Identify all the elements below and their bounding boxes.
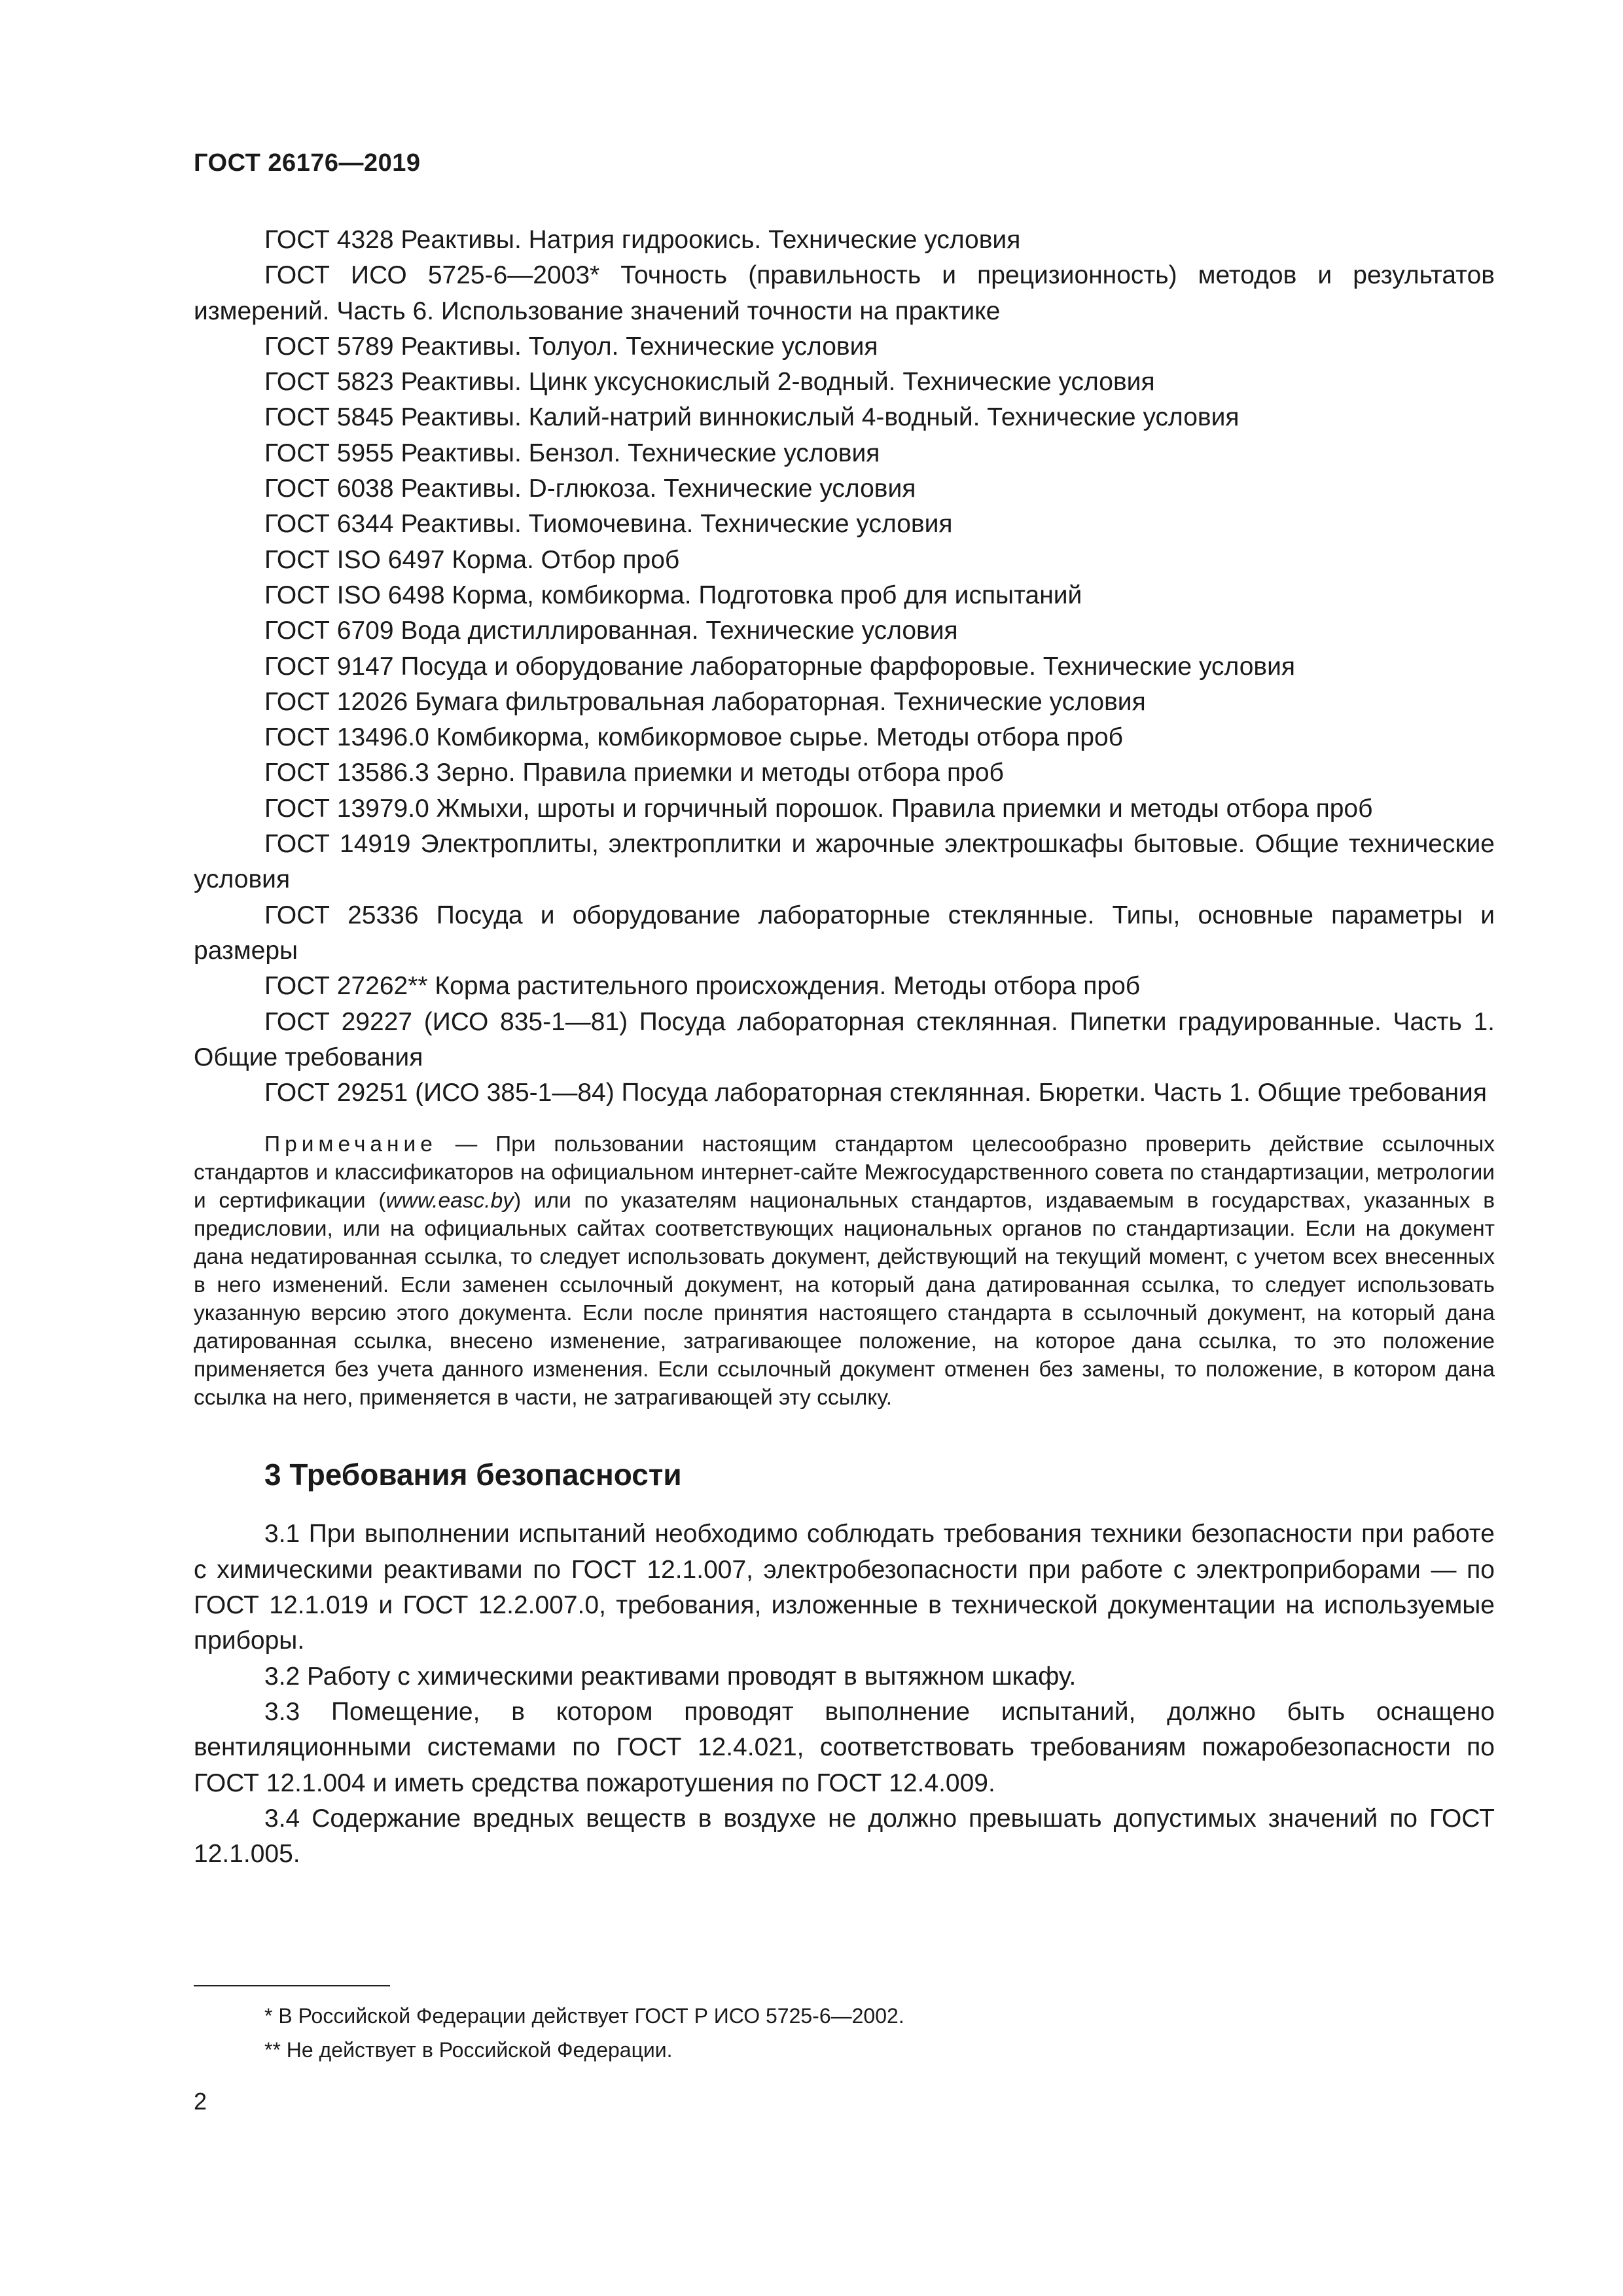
reference-item: ГОСТ 6038 Реактивы. D-глюкоза. Технические условия	[264, 475, 916, 503]
reference-item: ГОСТ 6344 Реактивы. Тиомочевина. Технические условия	[264, 510, 953, 539]
references-note	[194, 1130, 1495, 1412]
footnote-double-asterisk: ** Не действует в Российской Федерации.	[264, 2038, 673, 2062]
reference-item: ГОСТ 25336 Посуда и оборудование лабораторные стеклянные. Типы, основные параметры и размеры	[194, 901, 1495, 965]
reference-item: ГОСТ 5789 Реактивы. Толуол. Технические условия	[264, 332, 878, 361]
reference-item: ГОСТ 27262** Корма растительного происхождения. Методы отбора проб	[264, 972, 1141, 1001]
reference-item: ГОСТ 9147 Посуда и оборудование лабораторные фарфоровые. Технические условия	[264, 652, 1296, 681]
reference-item: ГОСТ ISO 6498 Корма, комбикорма. Подготовка проб для испытаний	[264, 581, 1082, 609]
reference-item: ГОСТ 4328 Реактивы. Натрия гидроокись. Технические условия	[264, 226, 1021, 254]
paragraph-3-2: 3.2 Работу с химическими реактивами проводят в вытяжном шкафу.	[264, 1662, 1077, 1691]
note-text-after-link: ) или по указателям национальных стандартов, издаваемым в государствах, указанных в предисловии, или на официальных сайтах соответствующих национальных органов по стандартизации. Если на документ дана недатированная ссылка, то следует использовать документ, действующий на текущий момент, с учетом всех внесенных в него изменений. Если заменен ссылочный документ, на который дана датированная ссылка, то следует использовать указанную версию этого документа. Если после принятия настоящего стандарта в ссылочный документ, на который дана датированная ссылка, внесено изменение, затрагивающее положение, на которое дана ссылка, то это положение применяется без учета данного изменения. Если ссылочный документ отменен без замены, то положение, в котором дана ссылка на него, применяется в части, не затрагивающей эту ссылку.	[194, 1189, 1495, 1410]
reference-item: ГОСТ 13979.0 Жмыхи, шроты и горчичный порошок. Правила приемки и методы отбора проб	[264, 794, 1373, 823]
reference-item: ГОСТ 29251 (ИСО 385-1—84) Посуда лабораторная стеклянная. Бюретки. Часть 1. Общие требования	[264, 1079, 1487, 1107]
easc-website-link[interactable]: www.easc.by	[385, 1189, 514, 1213]
reference-item: ГОСТ ISO 6497 Корма. Отбор проб	[264, 545, 680, 574]
section-3-title: 3 Требования безопасности	[264, 1458, 682, 1492]
reference-item: ГОСТ 12026 Бумага фильтровальная лабораторная. Технические условия	[264, 687, 1146, 716]
reference-item: ГОСТ 13496.0 Комбикорма, комбикормовое сырье. Методы отбора проб	[264, 723, 1124, 752]
reference-item: ГОСТ 13586.3 Зерно. Правила приемки и методы отбора проб	[264, 759, 1004, 787]
reference-item: ГОСТ 5845 Реактивы. Калий-натрий виннокислый 4-водный. Технические условия	[264, 403, 1240, 432]
paragraph-3-3: 3.3 Помещение, в котором проводят выполнение испытаний, должно быть оснащено вентиляционными системами по ГОСТ 12.4.021, соответствовать требованиям пожаробезопасности по ГОСТ 12.1.004 и иметь средства пожаротушения по ГОСТ 12.4.009.	[194, 1697, 1495, 1797]
reference-item: ГОСТ 5823 Реактивы. Цинк уксуснокислый 2-водный. Технические условия	[264, 368, 1155, 397]
section-3-paragraphs	[194, 1516, 1495, 1872]
paragraph-3-4: 3.4 Содержание вредных веществ в воздухе не должно превышать допустимых значений по ГОСТ 12.1.005.	[194, 1804, 1495, 1869]
footnotes	[194, 1999, 1495, 2067]
page-number: 2	[194, 2088, 207, 2115]
footnote-single-asterisk: * В Российской Федерации действует ГОСТ Р ИСО 5725-6—2002.	[264, 2004, 904, 2028]
reference-item: ГОСТ ИСО 5725-6—2003* Точность (правильность и прецизионность) методов и результатов измерений. Часть 6. Использование значений точности на практике	[194, 261, 1495, 325]
reference-item: ГОСТ 29227 (ИСО 835-1—81) Посуда лабораторная стеклянная. Пипетки градуированные. Часть 1. Общие требования	[194, 1007, 1495, 1071]
note-text-before-link: — При пользовании настоящим стандартом целесообразно проверить действие ссылочных стандартов и классификаторов на официальном интернет-сайте Межгосударственного совета по стандартизации, метрологии и сертификации (	[194, 1132, 1495, 1213]
reference-item: ГОСТ 6709 Вода дистиллированная. Технические условия	[264, 617, 958, 645]
document-header: ГОСТ 26176—2019	[194, 149, 421, 177]
footnote-divider	[194, 1985, 390, 1986]
reference-item: ГОСТ 5955 Реактивы. Бензол. Технические условия	[264, 439, 880, 467]
paragraph-3-1: 3.1 При выполнении испытаний необходимо соблюдать требования техники безопасности при работе с химическими реактивами по ГОСТ 12.1.007, электробезопасности при работе с электроприборами — по ГОСТ 12.1.019 и ГОСТ 12.2.007.0, требования, изложенные в технической документации на используемые приборы.	[194, 1520, 1495, 1655]
document-body	[194, 223, 1495, 1872]
reference-item: ГОСТ 14919 Электроплиты, электроплитки и жарочные электрошкафы бытовые. Общие технические условия	[194, 830, 1495, 894]
note-label: Примечание	[264, 1132, 437, 1157]
normative-references-list	[194, 223, 1495, 1111]
